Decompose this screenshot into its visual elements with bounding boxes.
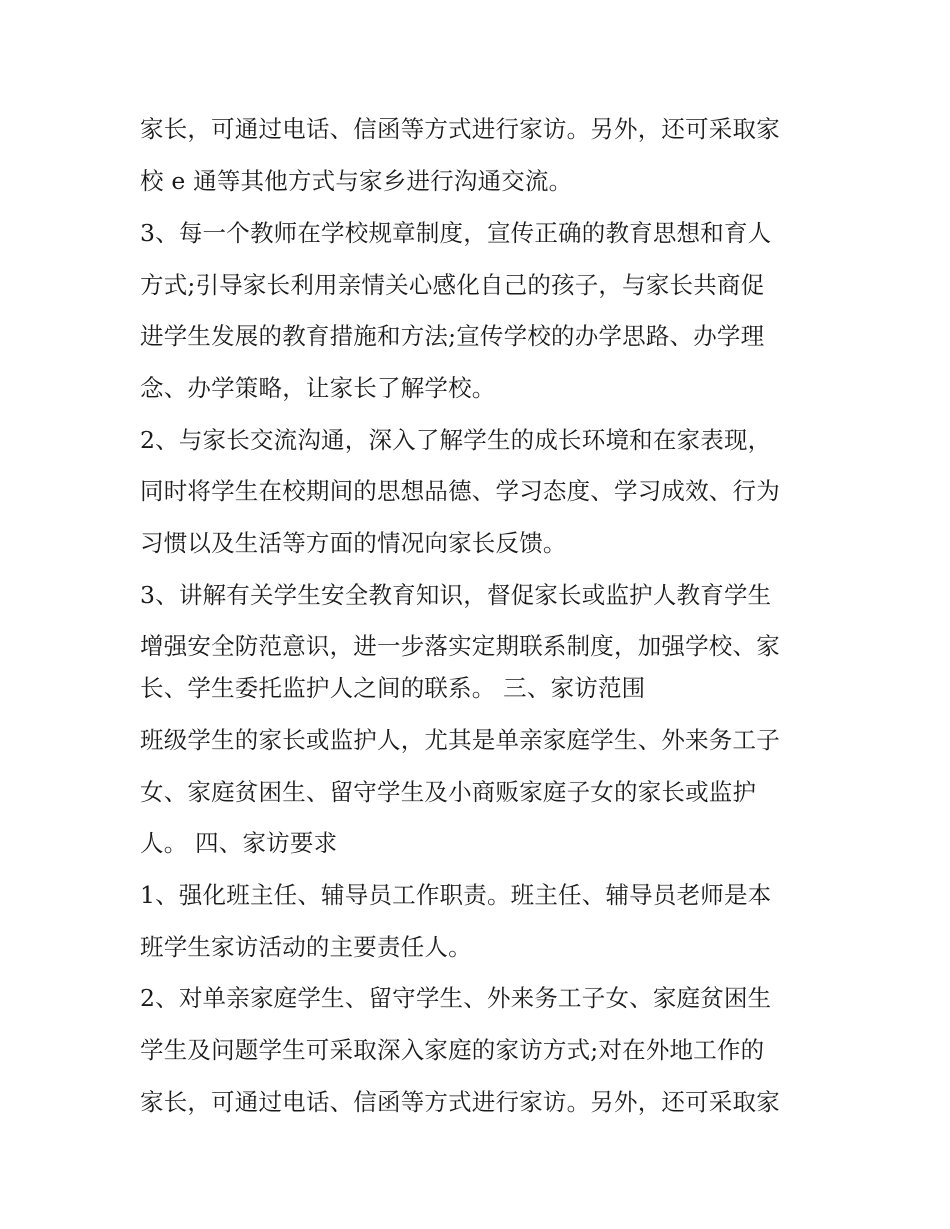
text-line: 同时将学生在校期间的思想品德、学习态度、学习成效、行为 (140, 477, 780, 505)
text-line: 2、对单亲家庭学生、留守学生、外来务工子女、家庭贫困生 (140, 984, 772, 1012)
text-line: 1、强化班主任、辅导员工作职责。班主任、辅导员老师是本 (140, 881, 772, 909)
text-line: 人。 四、家访要求 (140, 829, 338, 857)
text-line: 校 e 通等其他方式与家乡进行沟通交流。 (140, 167, 573, 195)
text-line: 家长，可通过电话、信函等方式进行家访。另外，还可采取家 (140, 1088, 780, 1116)
text-line: 班级学生的家长或监护人，尤其是单亲家庭学生、外来务工子 (140, 726, 780, 754)
text-line: 增强安全防范意识，进一步落实定期联系制度，加强学校、家 (140, 632, 780, 660)
text-line: 方式;引导家长利用亲情关心感化自己的孩子，与家长共商促 (140, 271, 765, 299)
text-line: 习惯以及生活等方面的情况向家长反馈。 (140, 529, 567, 557)
text-line: 女、家庭贫困生、留守学生及小商贩家庭子女的家长或监护 (140, 778, 757, 806)
text-line: 2、与家长交流沟通，深入了解学生的成长环境和在家表现， (140, 426, 772, 454)
text-line: 家长，可通过电话、信函等方式进行家访。另外，还可采取家 (140, 115, 780, 143)
text-line: 3、每一个教师在学校规章制度，宣传正确的教育思想和育人 (140, 219, 772, 247)
text-line: 班学生家访活动的主要责任人。 (140, 933, 472, 961)
text-line: 学生及问题学生可采取深入家庭的家访方式;对在外地工作的 (140, 1036, 765, 1064)
text-line: 念、办学策略，让家长了解学校。 (140, 374, 496, 402)
text-line: 3、讲解有关学生安全教育知识，督促家长或监护人教育学生 (140, 581, 772, 609)
text-line: 进学生发展的教育措施和方法;宣传学校的办学思路、办学理 (140, 322, 765, 350)
text-line: 长、学生委托监护人之间的联系。 三、家访范围 (140, 674, 646, 702)
